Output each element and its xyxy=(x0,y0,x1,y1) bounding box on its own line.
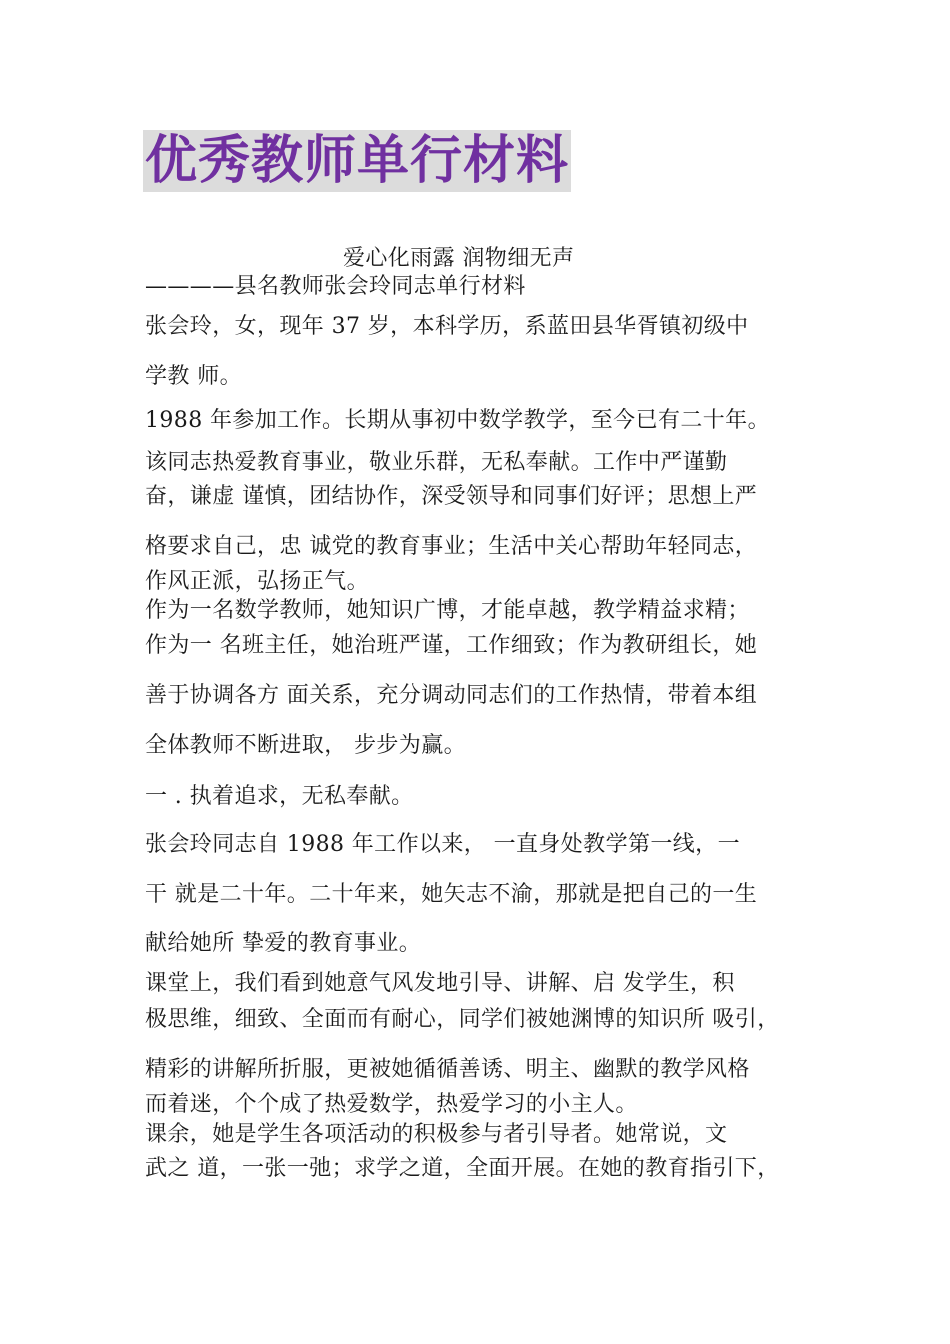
paragraph-line: 极思维，细致、全面而有耐心，同学们被她渊博的知识所 吸引， xyxy=(145,1007,780,1032)
title-highlight xyxy=(143,130,571,192)
paragraph-line: 课堂上，我们看到她意气风发地引导、讲解、启 发学生，积 xyxy=(145,971,735,996)
paragraph-line: 而着迷，个个成了热爱数学，热爱学习的小主人。 xyxy=(145,1092,638,1117)
paragraph-line: 张会玲，女，现年 37 岁，本科学历，系蓝田县华胥镇初级中 xyxy=(145,314,749,339)
paragraph-line: 课余，她是学生各项活动的积极参与者引导者。她常说，文 xyxy=(145,1122,728,1147)
paragraph-line: 作为一名数学教师，她知识广博，才能卓越，教学精益求精； xyxy=(145,598,750,623)
paragraph-line: 干 就是二十年。二十年来，她矢志不渝，那就是把自己的一生 xyxy=(145,882,758,907)
paragraph-line: 一 . 执着追求，无私奉献。 xyxy=(145,784,414,809)
paragraph-line: 武之 道，一张一弛；求学之道，全面开展。在她的教育指引下， xyxy=(145,1156,780,1181)
paragraph-line: 献给她所 挚爱的教育事业。 xyxy=(145,931,422,956)
document-title: 优秀教师单行材料 xyxy=(145,131,570,191)
paragraph-line: 学教 师。 xyxy=(145,364,242,389)
document-byline: ————县名教师张会玲同志单行材料 xyxy=(145,274,526,299)
paragraph-line: 该同志热爱教育事业，敬业乐群，无私奉献。工作中严谨勤 xyxy=(145,450,728,475)
paragraph-line: 作风正派，弘扬正气。 xyxy=(145,569,370,594)
paragraph-line: 格要求自己，忠 诚党的教育事业；生活中关心帮助年轻同志， xyxy=(145,534,758,559)
paragraph-line: 善于协调各方 面关系，充分调动同志们的工作热情，带着本组 xyxy=(145,683,758,708)
paragraph-line: 奋，谦虚 谨慎，团结协作，深受领导和同事们好评；思想上严 xyxy=(145,484,758,509)
paragraph-line: 作为一 名班主任，她治班严谨，工作细致；作为教研组长，她 xyxy=(145,633,758,658)
paragraph-line: 精彩的讲解所折服，更被她循循善诱、明主、幽默的教学风格 xyxy=(145,1057,750,1082)
document-subtitle: 爱心化雨露 润物细无声 xyxy=(343,246,575,271)
paragraph-line: 1988 年参加工作。长期从事初中数学教学，至今已有二十年。 xyxy=(145,408,770,433)
paragraph-line: 全体教师不断进取， 步步为赢。 xyxy=(145,733,466,758)
paragraph-line: 张会玲同志自 1988 年工作以来， 一直身处教学第一线，一 xyxy=(145,832,740,857)
